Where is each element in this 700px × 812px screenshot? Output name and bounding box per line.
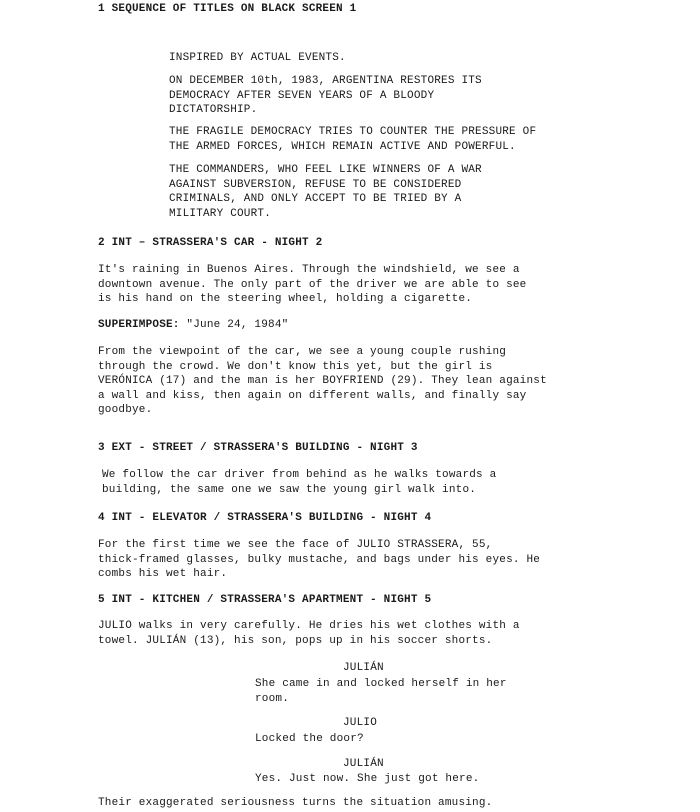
title-card-2: ON DECEMBER 10th, 1983, ARGENTINA RESTORES ITS DEMOCRACY AFTER SEVEN YEARS OF A BLOODY DICTATORSHIP. [169,75,482,117]
title-card-1: INSPIRED BY ACTUAL EVENTS. [169,52,346,64]
scene-heading-3: 3 EXT - STREET / STRASSERA'S BUILDING - NIGHT 3 [98,442,418,454]
superimpose-text: "June 24, 1984" [179,319,289,331]
action-text: JULIO walks in very carefully. He dries his wet clothes with a towel. JULIÁN (13), his son, pops up in his soccer shorts. [98,620,520,647]
superimpose-label: SUPERIMPOSE: [98,319,180,331]
dialogue-line: Locked the door? [255,733,364,745]
action-text: We follow the car driver from behind as he walks towards a building, the same one we saw the young girl walk into. [102,469,497,496]
scene-heading-1: 1 SEQUENCE OF TITLES ON BLACK SCREEN 1 [98,3,357,15]
action-text: It's raining in Buenos Aires. Through the windshield, we see a downtown avenue. The only part of the driver we are able to see is his hand on the steering wheel, holding a cigarette. [98,264,527,306]
dialogue-line: Yes. Just now. She just got here. [255,773,480,785]
scene-heading-5: 5 INT - KITCHEN / STRASSERA'S APARTMENT - NIGHT 5 [98,594,432,606]
scene-heading-4: 4 INT - ELEVATOR / STRASSERA'S BUILDING - NIGHT 4 [98,512,432,524]
title-card-3: THE FRAGILE DEMOCRACY TRIES TO COUNTER THE PRESSURE OF THE ARMED FORCES, WHICH REMAIN ACTIVE AND POWERFUL. [169,126,537,153]
dialogue-line: She came in and locked herself in her room. [255,678,507,705]
character-name: JULIÁN [343,662,384,674]
superimpose-line [98,318,288,333]
character-name: JULIÁN [343,758,384,770]
scene-heading-2: 2 INT – STRASSERA'S CAR - NIGHT 2 [98,237,323,249]
action-text: For the first time we see the face of JULIO STRASSERA, 55, thick-framed glasses, bulky mustache, and bags under his eyes. He combs his wet hair. [98,539,541,581]
action-text: Their exaggerated seriousness turns the situation amusing. [98,797,493,809]
character-name: JULIO [343,717,378,729]
action-text: From the viewpoint of the car, we see a young couple rushing through the crowd. We don't know this yet, but the girl is VERÓNICA (17) and the man is her BOYFRIEND (29). They lean against a wall and kiss, then again on different walls, and finally say goodbye. [98,346,547,417]
title-card-4: THE COMMANDERS, WHO FEEL LIKE WINNERS OF A WAR AGAINST SUBVERSION, REFUSE TO BE CONSIDERED CRIMINALS, AND ONLY ACCEPT TO BE TRIED BY A MILITARY COURT. [169,164,482,220]
